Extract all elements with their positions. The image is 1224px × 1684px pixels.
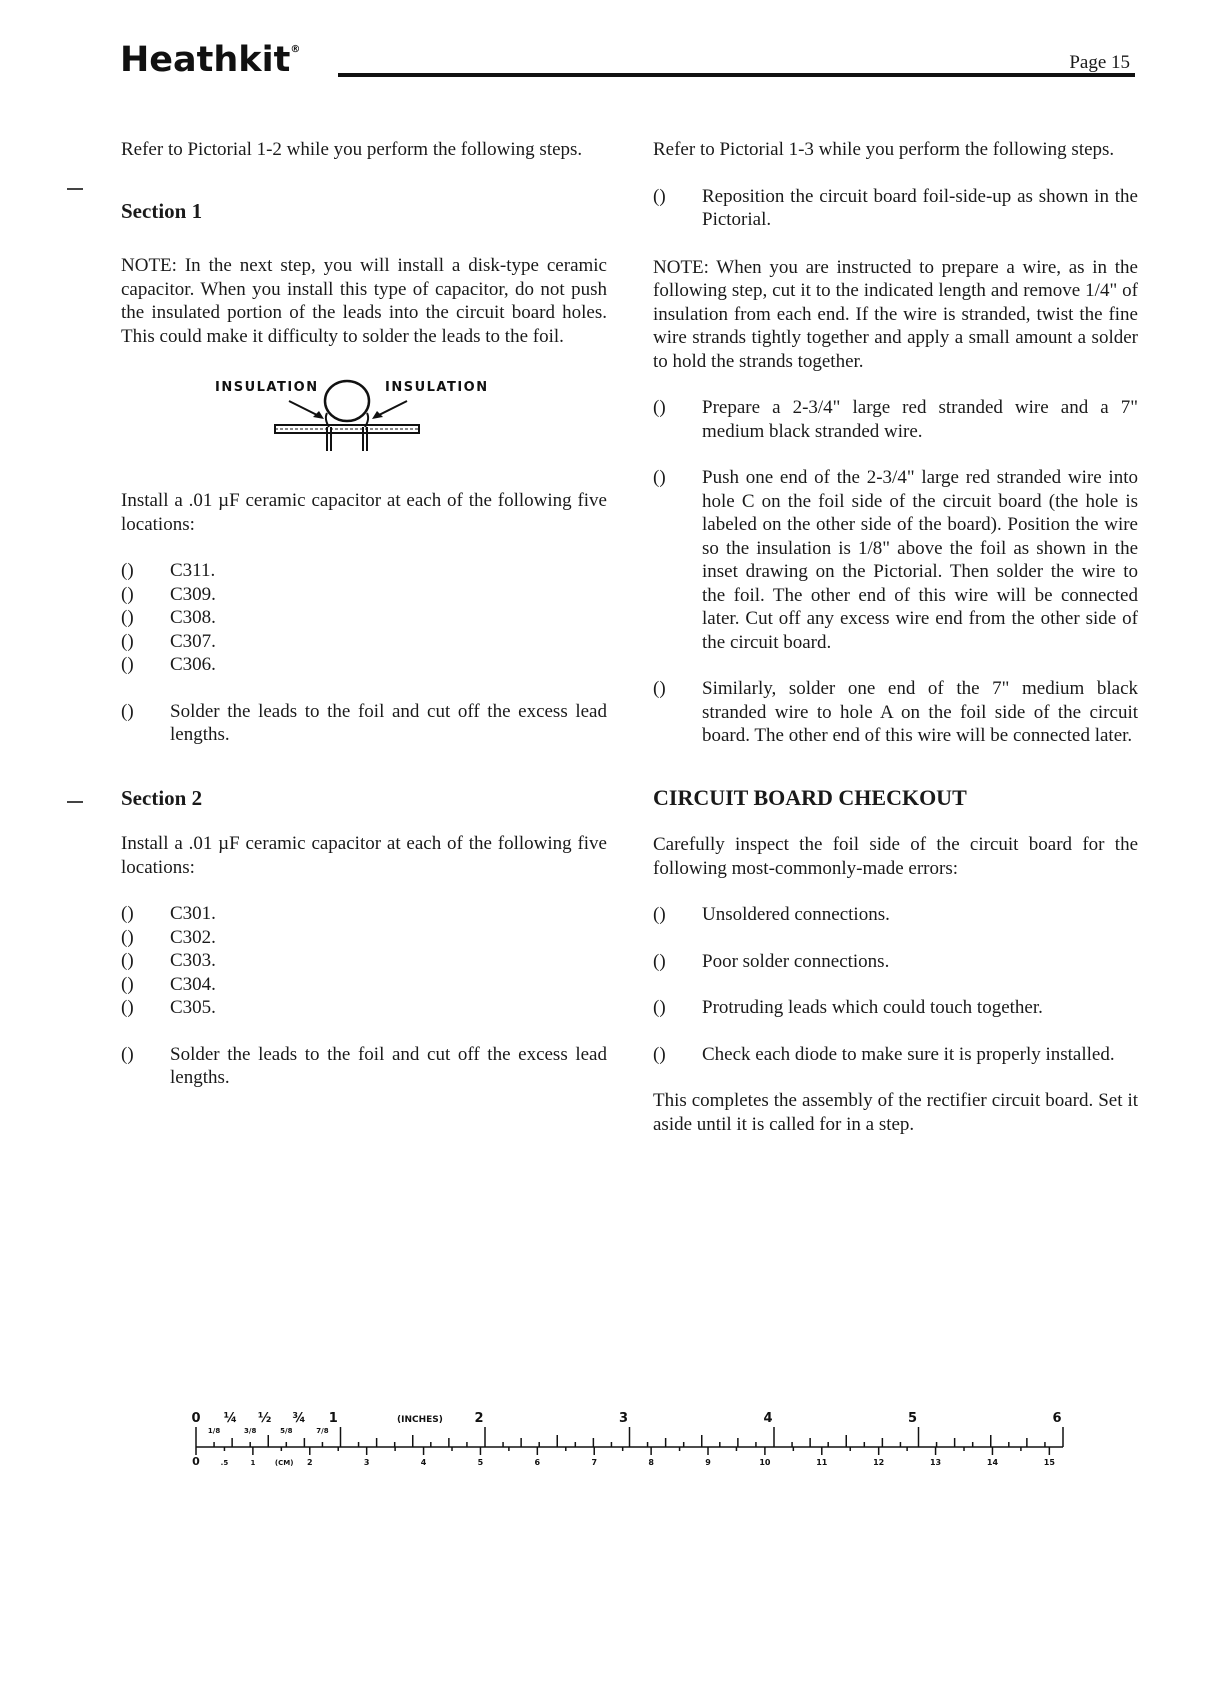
push-wire-step[interactable] (653, 466, 1138, 654)
wire-note: NOTE: When you are instructed to prepare a wire, as in the following step, cut it to the indicated length and remove 1/4" of insulation from each end. If the wire is stranded, twist the fine wire strands tightly together and apply a small amount a solder to hold the strands together. (653, 256, 1138, 372)
location-item[interactable] (121, 996, 607, 1020)
ruler-inch-label: 1 (328, 1411, 338, 1426)
checkbox: () (121, 926, 134, 948)
ruler-cm-label: 14 (986, 1458, 999, 1467)
header-rule (338, 73, 1135, 77)
location-item[interactable] (121, 606, 607, 630)
right-column (653, 138, 1138, 1136)
checkbox: () (121, 583, 134, 605)
step-text: Prepare a 2-3/4" large red stranded wire and a 7" medium black stranded wire. (702, 397, 1138, 442)
checkbox: () (121, 700, 134, 722)
location-item[interactable] (121, 630, 607, 654)
location-label: C304. (170, 973, 216, 995)
section-1-note: NOTE: In the next step, you will install a disk-type ceramic capacitor. When you install this type of capacitor, do not push the insulated portion of the leads into the circuit board holes. This could make it difficulty to solder the leads to the foil. (121, 255, 607, 347)
step-text: Push one end of the 2-3/4" large red stranded wire into hole C on the foil side of the circuit board (the hole is labeled on the other side of the board). Position the wire so the insulation is 1/8" above the foil as shown in the inset drawing on the Pictorial. Then solder the wire to the foil. The other end of this wire will be connected later. Cut off any excess wire end from the other side of the circuit board. (702, 467, 1138, 653)
step-text: Solder the leads to the foil and cut off the excess lead lengths. (170, 1043, 607, 1088)
checkbox: () (121, 1043, 134, 1065)
location-item[interactable] (121, 902, 607, 926)
checkbox: () (121, 903, 134, 924)
right-intro: Refer to Pictorial 1-3 while you perform the following steps. (653, 139, 1115, 160)
checkout-item[interactable] (653, 950, 1138, 974)
checkbox: () (121, 654, 134, 675)
checkbox: () (121, 607, 134, 628)
checkout-intro: Carefully inspect the foil side of the circuit board for the following most-commonly-made errors: (653, 834, 1138, 879)
section-1-locations (121, 559, 607, 677)
section-1-title: Section 1 (121, 198, 203, 223)
checkbox: () (653, 950, 666, 972)
checkbox: () (653, 467, 666, 488)
ruler-fraction-label: 7/8 (316, 1427, 329, 1435)
ruler-inch-label: 6 (1052, 1411, 1062, 1426)
location-item[interactable] (121, 583, 607, 607)
location-item[interactable] (121, 653, 607, 677)
step-text: Unsoldered connections. (702, 904, 890, 925)
section-2-locations (121, 902, 607, 1020)
ruler-inch-unit: (INCHES) (397, 1415, 443, 1425)
location-label: C309. (170, 583, 216, 605)
checkout-item[interactable] (653, 903, 1138, 927)
checkbox: () (653, 678, 666, 699)
ruler-fraction-label: 3/8 (244, 1427, 257, 1435)
checkbox: () (121, 950, 134, 971)
capacitor-diagram (121, 371, 607, 461)
ruler-cm-label: 12 (873, 1458, 885, 1467)
ruler-cm-label: 10 (759, 1458, 771, 1467)
ruler-cm-label: 9 (705, 1458, 711, 1467)
section-1-instruction: Install a .01 µF ceramic capacitor at each of the following five locations: (121, 490, 607, 535)
checkout-item[interactable] (653, 996, 1138, 1020)
location-item[interactable] (121, 559, 607, 583)
ruler-inch-label: 2 (474, 1411, 484, 1426)
ruler-inch-label: 3 (618, 1411, 629, 1426)
section-2-title: Section 2 (121, 785, 203, 810)
ruler-fraction-label: 5/8 (280, 1427, 293, 1435)
checkout-heading: CIRCUIT BOARD CHECKOUT (653, 784, 967, 810)
location-label: C305. (170, 997, 216, 1018)
ruler-cm-label: 7 (591, 1458, 598, 1467)
ruler-inch-label: ¾ (292, 1411, 306, 1426)
location-label: C308. (170, 607, 216, 628)
step-text: Protruding leads which could touch together. (702, 997, 1043, 1018)
ruler-cm-unit: (CM) (274, 1459, 294, 1467)
ruler-cm-label: 5 (477, 1458, 484, 1467)
step-text: Check each diode to make sure it is properly installed. (702, 1043, 1115, 1065)
reposition-step[interactable] (653, 185, 1138, 232)
checkbox: () (121, 630, 134, 652)
figure-label-right: INSULATION (385, 380, 489, 395)
solder-step-1[interactable] (121, 700, 607, 747)
location-label: C303. (170, 950, 216, 971)
step-text: Solder the leads to the foil and cut off the excess lead lengths. (170, 700, 607, 745)
arrowhead-right (372, 411, 383, 419)
checkout-closing: This completes the assembly of the rectifier circuit board. Set it aside until it is called for in a step. (653, 1090, 1138, 1135)
ruler-inch-label: 0 (191, 1411, 201, 1426)
ruler-cm-label: 11 (816, 1458, 828, 1467)
checkbox: () (653, 1043, 666, 1065)
checkout-item[interactable] (653, 1043, 1138, 1067)
brand-logo: Heathkit® (120, 40, 301, 80)
capacitor-disk (325, 381, 369, 421)
checkbox: () (121, 973, 134, 995)
checkbox: () (653, 185, 666, 207)
left-intro: Refer to Pictorial 1-2 while you perform the following steps. (121, 139, 583, 160)
step-text: Reposition the circuit board foil-side-up as shown in the Pictorial. (702, 185, 1138, 230)
ruler-fraction-label: 1/8 (207, 1427, 221, 1435)
margin-mark (67, 801, 83, 803)
location-label: C306. (170, 654, 216, 675)
ruler-inch-label: ¼ (223, 1411, 238, 1426)
step-text: Similarly, solder one end of the 7" medium black stranded wire to hole A on the foil side of the circuit board. The other end of this wire will be connected later. (702, 678, 1138, 746)
section-2-instruction: Install a .01 µF ceramic capacitor at each of the following five locations: (121, 833, 607, 878)
location-item[interactable] (121, 926, 607, 950)
ruler-inch-label: 4 (763, 1411, 773, 1426)
location-label: C301. (170, 903, 216, 924)
location-label: C311. (170, 560, 216, 581)
checkbox: () (653, 904, 666, 925)
location-label: C302. (170, 926, 216, 948)
step-text: Poor solder connections. (702, 950, 890, 972)
ruler-cm-label: 13 (929, 1458, 942, 1467)
ruler-cm-label: .5 (220, 1459, 229, 1467)
checkbox: () (653, 997, 666, 1018)
page-number: Page 15 (1069, 52, 1130, 73)
prepare-wire-step[interactable] (653, 396, 1138, 443)
ruler-cm-label: 1 (250, 1459, 256, 1467)
ruler-cm-label: 15 (1043, 1458, 1055, 1467)
ruler-inch-label: ½ (257, 1411, 272, 1426)
ruler-cm-label: 6 (534, 1458, 541, 1467)
ruler-inch-label: 5 (907, 1411, 918, 1426)
ruler-cm-label: 0 (192, 1455, 200, 1468)
solder-black-wire-step[interactable] (653, 677, 1138, 748)
checkbox: () (121, 997, 134, 1018)
measuring-ruler (186, 1411, 1086, 1471)
location-label: C307. (170, 630, 216, 652)
checkbox: () (121, 560, 134, 581)
capacitor-figure (121, 371, 607, 461)
location-item[interactable] (121, 949, 607, 973)
solder-step-2[interactable] (121, 1043, 607, 1090)
left-column (121, 138, 607, 1090)
figure-label-left: INSULATION (215, 380, 319, 395)
location-item[interactable] (121, 973, 607, 997)
margin-mark (67, 188, 83, 190)
ruler-cm-label: 8 (648, 1458, 654, 1467)
ruler-cm-label: 4 (420, 1458, 427, 1467)
arrowhead-left (313, 411, 324, 419)
ruler-cm-label: 3 (363, 1458, 370, 1467)
ruler-cm-label: 2 (306, 1458, 313, 1467)
checkbox: () (653, 397, 666, 418)
